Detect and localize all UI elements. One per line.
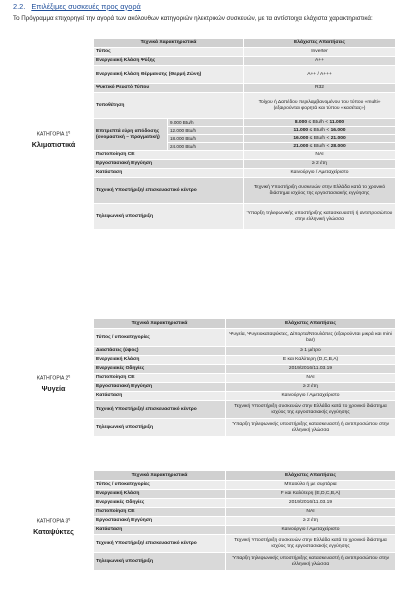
table2-header-requirements: Ελάχιστες Απαιτήσεις <box>226 319 396 329</box>
spec-value: F και Καλύτερη (E,D,C,B,A) <box>226 490 396 499</box>
spec-label: Τεχνική Υποστήριξη/ επισκευαστικό κέντρο <box>94 178 244 204</box>
table1-header-requirements: Ελάχιστες Απαιτήσεις <box>244 39 396 48</box>
spec-label: Κατάσταση <box>94 392 226 401</box>
spec-value: Καινούργιο / Αμεταχείριστο <box>226 392 396 401</box>
intro-paragraph: Το Πρόγραμμα επιχορηγεί την αγορά των ακόλουθων κατηγοριών ηλεκτρικών συσκευών, με τα αντίστοιχα ελάχιστα χαρακτηριστικά: <box>13 15 373 22</box>
spec-label: Τηλεφωνική υποστήριξη <box>94 204 244 230</box>
spec-value: A++ <box>244 57 396 66</box>
category-2-cell: ΚΑΤΗΓΟΡΙΑ $2^\eta$ Ψυγεία <box>14 329 94 437</box>
spec-label: Διαστάσεις (ύψος) <box>94 347 226 356</box>
category-3-label: ΚΑΤΗΓΟΡΙΑ 3 <box>36 518 69 525</box>
category-3-cell: ΚΑΤΗΓΟΡΙΑ $3^\eta$ Καταψύκτες <box>14 481 94 571</box>
spec-value: Καινούργιο / Αμεταχείριστο <box>226 526 396 535</box>
spec-label: Ενεργειακή Κλάση Θέρμανσης (Θερμή Ζώνη) <box>94 66 244 84</box>
spec-label: Εργοστασιακή Εγγύηση <box>94 517 226 526</box>
category-1-label: ΚΑΤΗΓΟΡΙΑ 1 <box>36 131 69 138</box>
spec-label: Ενεργειακή Κλάση <box>94 490 226 499</box>
category-2-table <box>13 318 396 437</box>
spec-label: Ψυκτικό Ρευστό Τύπου <box>94 84 244 93</box>
spec-label: Τηλεφωνική υποστήριξη <box>94 419 226 437</box>
spec-value: ≥ 2 έτη <box>244 160 396 169</box>
spec-value: Τεχνική Υποστήριξη συσκευών στην Ελλάδα κατά το χρονικό διάστημα ισχύος της εργοστασιακής εγγύησης <box>226 401 396 419</box>
spec-label: Πιστοποίηση CE <box>94 151 244 160</box>
spec-label: Τύπος / υποκατηγορίες <box>94 481 226 490</box>
spec-label: Τεχνική Υποστήριξη/ επισκευαστικό κέντρο <box>94 535 226 553</box>
spec-label: Εργοστασιακή Εγγύηση <box>94 383 226 392</box>
spec-value: Μπαούλο ή με συρτάρια <box>226 481 396 490</box>
spec-value: Inverter <box>244 48 396 57</box>
spec-value: Ύπαρξη τηλεφωνικής υποστήριξης κατασκευαστή ή αντιπροσώπου στην ελληνική γλώσσα <box>226 419 396 437</box>
efficiency-range: 21.000 ≤ Btu/h < 28.000 <box>244 143 396 151</box>
category-1-table <box>13 38 396 230</box>
section-heading <box>13 2 141 11</box>
table3-header-features: Τεχνικά Χαρακτηριστικά <box>94 471 226 481</box>
spec-value: ΝΑΙ <box>226 508 396 517</box>
efficiency-range: 16.000 ≤ Btu/h < 21.000 <box>244 135 396 143</box>
spec-label: Ενεργειακή Κλάση Ψύξης <box>94 57 244 66</box>
spec-label: Ενεργειακές Οδηγίες <box>94 365 226 374</box>
spec-value: ≥ 1 μέτρο <box>226 347 396 356</box>
spec-label: Ενεργειακές Οδηγίες <box>94 499 226 508</box>
category-2-label: ΚΑΤΗΓΟΡΙΑ 2 <box>36 375 69 382</box>
efficiency-nominal: 24.000 Btu/h <box>168 143 244 151</box>
spec-value: A++ / A+++ <box>244 66 396 84</box>
spec-label: Πιστοποίηση CE <box>94 374 226 383</box>
spec-label: Τοποθέτηση <box>94 93 244 119</box>
spec-value: 2019/2016/11.03.19 <box>226 365 396 374</box>
spec-label: Εργοστασιακή Εγγύηση <box>94 160 244 169</box>
spec-value: Ψυγεία, Ψυγειοκαταψύκτες, Δίπορτα/Ντουλάπες (εξαιρούνται μικρά και mini bar) <box>226 329 396 347</box>
efficiency-nominal: 12.000 Btu/h <box>168 127 244 135</box>
spec-label: Τύπος <box>94 48 244 57</box>
efficiency-nominal: 9.000 Btu/h <box>168 119 244 127</box>
efficiency-range: 11.000 ≤ Btu/h < 16.000 <box>244 127 396 135</box>
spec-value: R32 <box>244 84 396 93</box>
category-2-name: Ψυγεία <box>41 383 66 393</box>
table1-header-features: Τεχνικά Χαρακτηριστικά <box>94 39 244 48</box>
efficiency-label: Επιτρεπτά εύρη απόδοσης (ονομαστική – πραγματική) <box>94 119 168 151</box>
efficiency-nominal: 18.000 Btu/h <box>168 135 244 143</box>
spec-label: Τύπος / υποκατηγορίες <box>94 329 226 347</box>
spec-label: Ενεργειακή Κλάση <box>94 356 226 365</box>
spec-label: Κατάσταση <box>94 169 244 178</box>
spec-label: Κατάσταση <box>94 526 226 535</box>
spec-value: Ύπαρξη τηλεφωνικής υποστήριξης κατασκευαστή ή αντιπροσώπου στην ελληνική γλώσσα <box>244 204 396 230</box>
spec-value: ≥ 2 έτη <box>226 383 396 392</box>
section-number: 2.2. <box>13 2 26 11</box>
table3-header-requirements: Ελάχιστες Απαιτήσεις <box>226 471 396 481</box>
spec-value: E και Καλύτερη (D,C,B,A) <box>226 356 396 365</box>
spec-value: ΝΑΙ <box>226 374 396 383</box>
spec-value: Τεχνική Υποστήριξη συσκευών στην Ελλάδα κατά το χρονικό διάστημα ισχύος της εργοστασιακής εγγύησης <box>226 535 396 553</box>
category-1-name: Κλιματιστικά <box>31 139 76 149</box>
category-3-name: Καταψύκτες <box>33 526 74 536</box>
spec-value: Καινούργιο / Αμεταχείριστο <box>244 169 396 178</box>
category-3-table <box>13 470 396 571</box>
efficiency-range: 8.000 ≤ Btu/h < 11.000 <box>244 119 396 127</box>
spec-value: Ύπαρξη τηλεφωνικής υποστήριξης κατασκευαστή ή αντιπροσώπου στην ελληνική γλώσσα <box>226 553 396 571</box>
section-title: Επιλέξιμες συσκευές προς αγορά <box>31 2 141 11</box>
spec-value: ≥ 2 έτη <box>226 517 396 526</box>
category-1-cell: ΚΑΤΗΓΟΡΙΑ $1^\eta$ Κλιματιστικά <box>14 48 94 230</box>
spec-value: Τεχνική Υποστήριξη συσκευών στην Ελλάδα κατά το χρονικό διάστημα ισχύος της εργοστασιακής εγγύησης <box>244 178 396 204</box>
spec-label: Τεχνική Υποστήριξη/ επισκευαστικό κέντρο <box>94 401 226 419</box>
spec-value: Τοίχου ή Δαπέδου περιλαμβανομένου του τύπου «multi» (εξαιρούνται φορητά και τύπου «κασέτας») <box>244 93 396 119</box>
spec-label: Τηλεφωνική υποστήριξη <box>94 553 226 571</box>
spec-value: ΝΑΙ <box>244 151 396 160</box>
table2-header-features: Τεχνικά Χαρακτηριστικά <box>94 319 226 329</box>
spec-label: Πιστοποίηση CE <box>94 508 226 517</box>
spec-value: 2019/2016/11.03.19 <box>226 499 396 508</box>
